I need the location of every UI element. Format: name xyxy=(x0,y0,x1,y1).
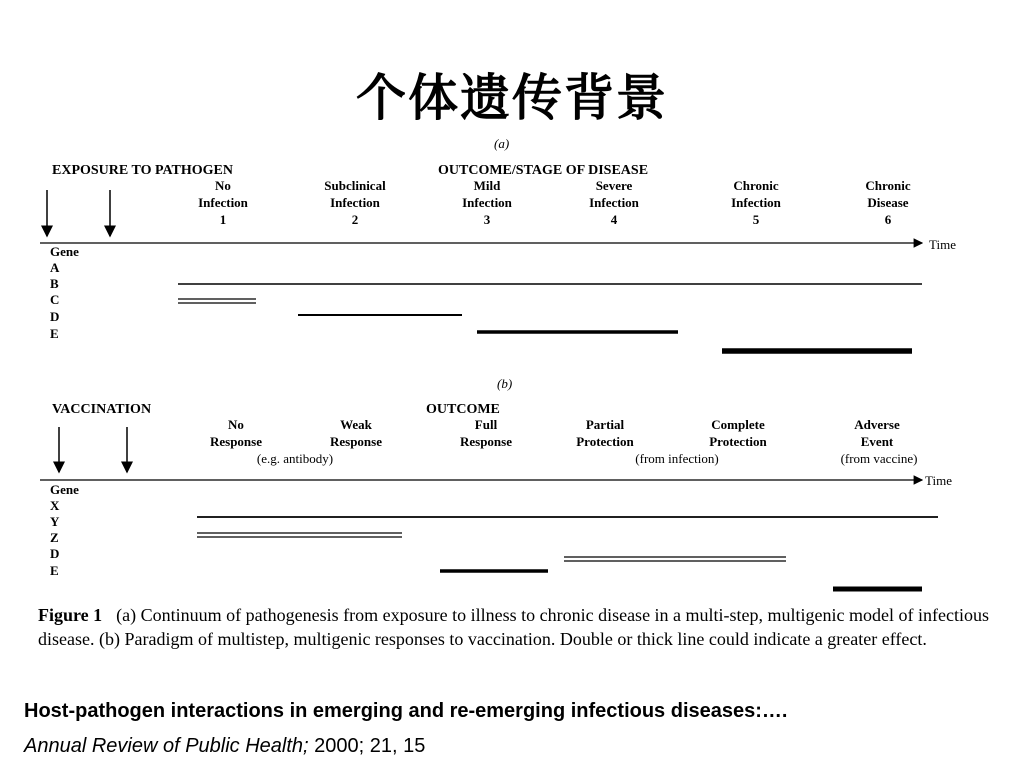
gene-label-d: D xyxy=(50,309,60,324)
response-line2: Event xyxy=(860,434,894,449)
response-line1: Complete xyxy=(711,417,765,432)
gene-label-d-b: D xyxy=(50,546,60,561)
gene-label-b: B xyxy=(50,276,59,291)
gene-header-b: Gene xyxy=(50,482,79,497)
stage-3 xyxy=(462,178,513,227)
stage-number: 5 xyxy=(752,212,760,227)
stage-line2: Infection xyxy=(589,195,639,210)
stage-line2: Infection xyxy=(462,195,512,210)
response-labels xyxy=(210,417,900,449)
stage-number: 3 xyxy=(483,212,491,227)
response-line1: Weak xyxy=(340,417,372,432)
response-line2: Response xyxy=(209,434,263,449)
time-label-b: Time xyxy=(925,473,952,488)
gene-label-e: E xyxy=(50,326,59,341)
stage-4 xyxy=(589,178,640,227)
response-line1: No xyxy=(228,417,244,432)
caption-text: (a) Continuum of pathogenesis from exposure to illness to chronic disease in a multi-step, multigenic model of infectious disease. (b) Paradigm of multistep, multigenic responses to vaccination. Double or thick line could indicate a greater effect. xyxy=(38,605,989,649)
gene-label-a: A xyxy=(50,260,60,275)
response-line2: Protection xyxy=(576,434,634,449)
response-6 xyxy=(854,417,900,449)
stage-line1: Severe xyxy=(595,178,633,193)
stage-6 xyxy=(865,178,910,227)
stage-line2: Infection xyxy=(198,195,248,210)
gene-header-a: Gene xyxy=(50,244,79,259)
stage-1 xyxy=(198,178,249,227)
response-4 xyxy=(576,417,634,449)
figure-label: Figure 1 xyxy=(38,605,103,625)
response-2 xyxy=(330,417,382,449)
response-line1: Full xyxy=(474,417,498,432)
panel-b-label: (b) xyxy=(497,376,513,391)
response-line1: Adverse xyxy=(854,417,900,432)
stage-line2: Infection xyxy=(330,195,380,210)
antibody-note: (e.g. antibody) xyxy=(256,451,334,466)
response-line2: Response xyxy=(459,434,513,449)
stage-labels xyxy=(198,178,911,227)
gene-label-z: Z xyxy=(50,530,59,545)
outcome-stage-label: OUTCOME/STAGE OF DISEASE xyxy=(438,163,649,178)
exposure-to-pathogen-label: EXPOSURE TO PATHOGEN xyxy=(52,163,233,178)
outcome-label-b: OUTCOME xyxy=(426,402,500,417)
stage-line1: Chronic xyxy=(865,178,911,193)
source-citation xyxy=(24,735,425,758)
stage-2 xyxy=(324,178,386,227)
response-line2: Protection xyxy=(709,434,767,449)
stage-number: 2 xyxy=(351,212,359,227)
stage-line2: Infection xyxy=(731,195,781,210)
stage-line2: Disease xyxy=(867,195,909,210)
citation-details: 2000; 21, 15 xyxy=(308,735,426,757)
response-5 xyxy=(709,417,767,449)
stage-line1: Subclinical xyxy=(324,178,386,193)
vaccination-label: VACCINATION xyxy=(52,402,152,417)
figure-caption xyxy=(38,604,998,651)
response-3 xyxy=(460,417,512,449)
gene-label-c: C xyxy=(50,292,60,307)
from-infection-note: (from infection) xyxy=(635,451,719,466)
stage-number: 6 xyxy=(884,212,892,227)
journal-name: Annual Review of Public Health; xyxy=(24,735,309,757)
response-1 xyxy=(210,417,262,449)
stage-line1: Chronic xyxy=(733,178,779,193)
panel-a-label: (a) xyxy=(494,136,510,151)
gene-label-x: X xyxy=(50,498,60,513)
response-line1: Partial xyxy=(585,417,625,432)
stage-number: 1 xyxy=(219,212,227,227)
stage-line1: No xyxy=(215,178,231,193)
gene-label-e-b: E xyxy=(50,563,59,578)
gene-label-y: Y xyxy=(50,514,60,529)
from-vaccine-note: (from vaccine) xyxy=(840,451,918,466)
time-label-a: Time xyxy=(929,237,956,252)
source-title: Host-pathogen interactions in emerging and re-emerging infectious diseases:…. xyxy=(24,700,788,722)
response-line2: Response xyxy=(329,434,383,449)
slide-title: 个体遗传背景 xyxy=(356,68,668,127)
stage-number: 4 xyxy=(610,212,618,227)
stage-5 xyxy=(731,178,782,227)
stage-line1: Mild xyxy=(473,178,501,193)
